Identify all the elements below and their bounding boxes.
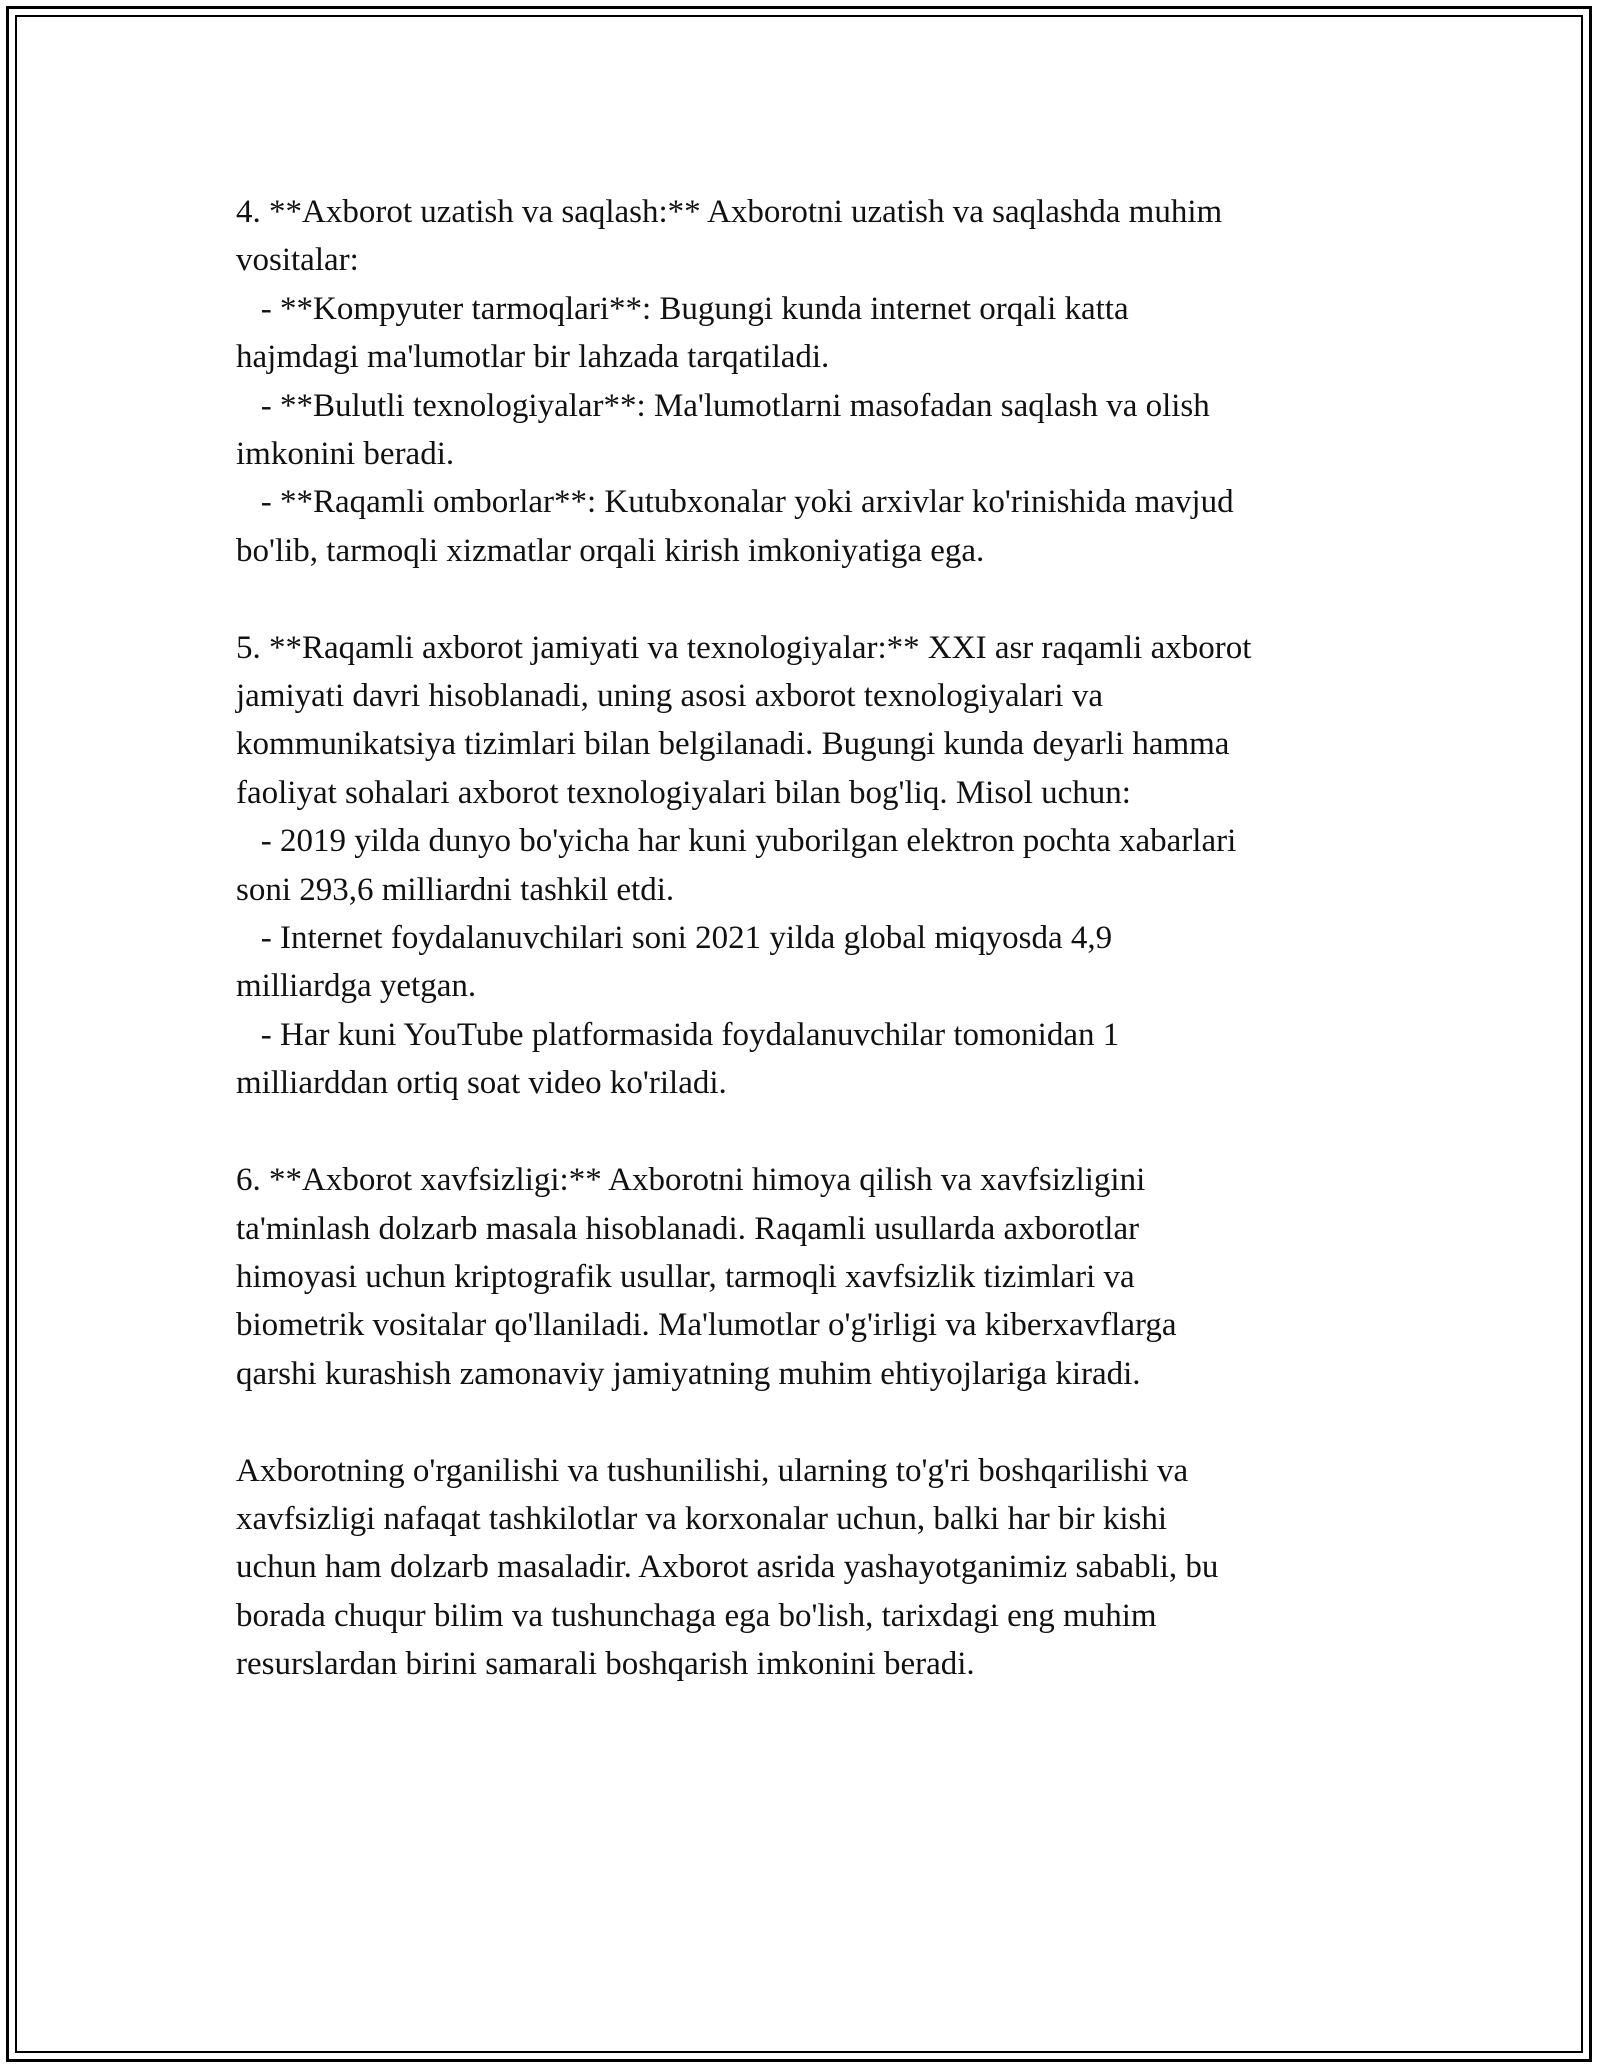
text-line: - 2019 yilda dunyo bo'yicha har kuni yuborilgan elektron pochta xabarlari	[236, 823, 1237, 860]
document-body	[236, 188, 1376, 1737]
text-line: - **Bulutli texnologiyalar**: Ma'lumotlarni masofadan saqlash va olish	[236, 387, 1210, 424]
text-line: - Internet foydalanuvchilari soni 2021 yilda global miqyosda 4,9	[236, 920, 1113, 957]
text-line: - **Kompyuter tarmoqlari**: Bugungi kunda internet orqali katta	[236, 290, 1129, 327]
text-line: ta'minlash dolzarb masala hisoblanadi. Raqamli usullarda axborotlar	[236, 1210, 1140, 1247]
text-line: - **Raqamli omborlar**: Kutubxonalar yoki arxivlar ko'rinishida mavjud	[236, 484, 1234, 521]
text-line: imkonini beradi.	[236, 436, 455, 473]
text-line: jamiyati davri hisoblanadi, uning asosi axborot texnologiyalari va	[236, 678, 1103, 715]
text-line: milliardga yetgan.	[236, 968, 477, 1005]
text-line: Axborotning o'rganilishi va tushunilishi, ularning to'g'ri boshqarilishi va	[236, 1452, 1189, 1489]
text-line: bo'lib, tarmoqli xizmatlar orqali kirish imkoniyatiga ega.	[236, 532, 985, 569]
text-line: xavfsizligi nafaqat tashkilotlar va korxonalar uchun, balki har bir kishi	[236, 1500, 1168, 1537]
text-line: 6. **Axborot xavfsizligi:** Axborotni himoya qilish va xavfsizligini	[236, 1162, 1146, 1199]
text-line: borada chuqur bilim va tushunchaga ega bo'lish, tarixdagi eng muhim	[236, 1597, 1157, 1634]
text-line: uchun ham dolzarb masaladir. Axborot asrida yashayotganimiz sababli, bu	[236, 1549, 1219, 1586]
text-line: himoyasi uchun kriptografik usullar, tarmoqli xavfsizlik tizimlari va	[236, 1258, 1135, 1295]
text-line: biometrik vositalar qo'llaniladi. Ma'lumotlar o'g'irligi va kiberxavflarga	[236, 1307, 1177, 1344]
text-line: soni 293,6 milliardni tashkil etdi.	[236, 871, 675, 908]
section-conclusion	[236, 1447, 1376, 1689]
text-line: hajmdagi ma'lumotlar bir lahzada tarqatiladi.	[236, 339, 830, 376]
text-line: vositalar:	[236, 242, 359, 279]
text-line: 5. **Raqamli axborot jamiyati va texnologiyalar:** XXI asr raqamli axborot	[236, 629, 1252, 666]
text-line: 4. **Axborot uzatish va saqlash:** Axborotni uzatish va saqlashda muhim	[236, 194, 1223, 230]
text-line: kommunikatsiya tizimlari bilan belgilanadi. Bugungi kunda deyarli hamma	[236, 726, 1230, 763]
text-line: - Har kuni YouTube platformasida foydalanuvchilar tomonidan 1	[236, 1016, 1120, 1053]
section-information-security	[236, 1156, 1376, 1398]
text-line: resurslardan birini samarali boshqarish imkonini beradi.	[236, 1646, 975, 1683]
text-line: qarshi kurashish zamonaviy jamiyatning muhim ehtiyojlariga kiradi.	[236, 1355, 1141, 1392]
text-line: faoliyat sohalari axborot texnologiyalari bilan bog'liq. Misol uchun:	[236, 774, 1131, 811]
section-digital-society	[236, 624, 1376, 1108]
text-line: milliarddan ortiq soat video ko'riladi.	[236, 1065, 727, 1102]
section-information-transmission	[236, 188, 1376, 575]
